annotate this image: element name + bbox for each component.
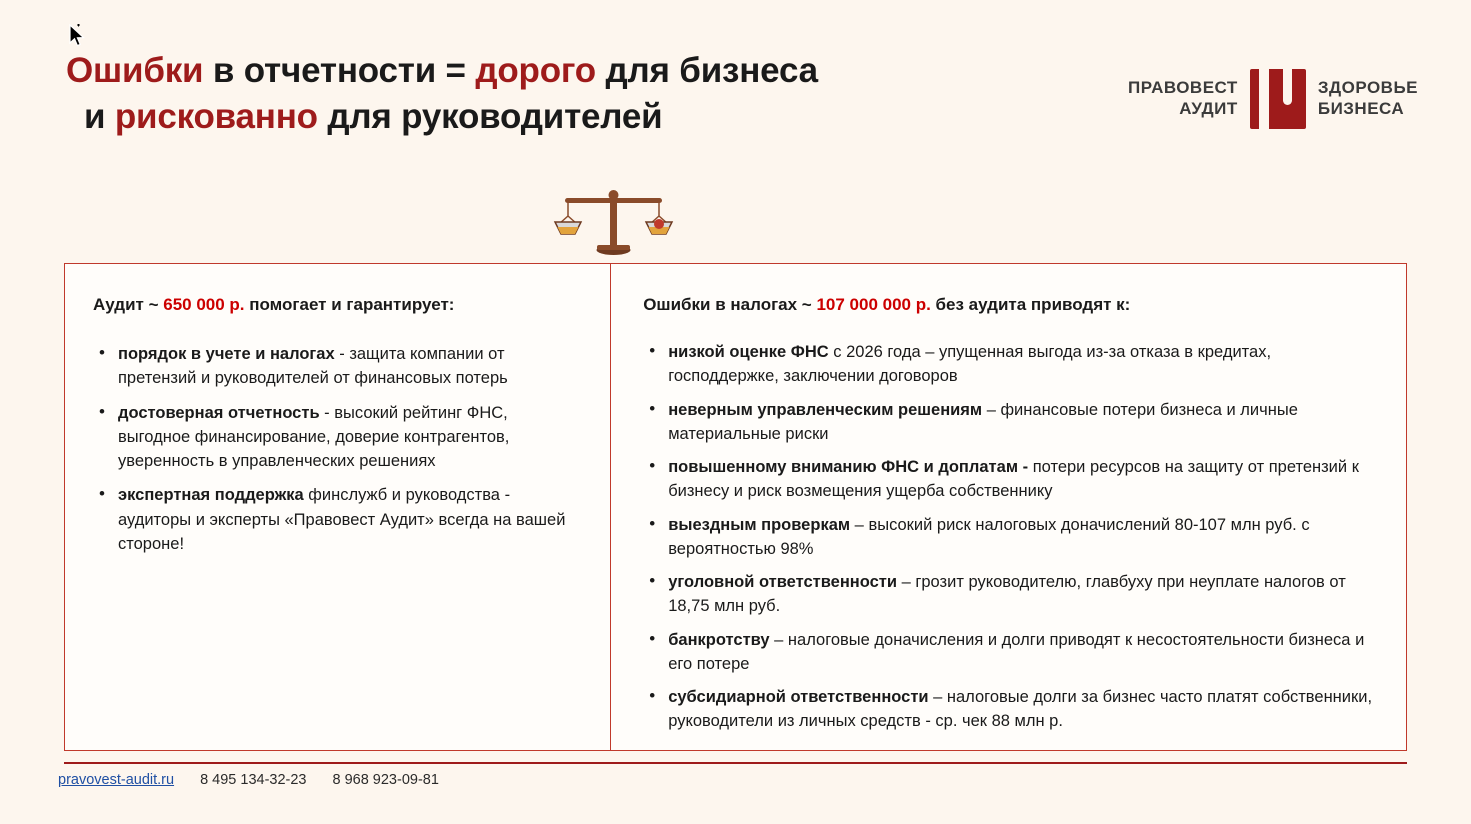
- title-text-1: в отчетности =: [203, 51, 476, 90]
- logo-left-line2: АУДИТ: [1179, 99, 1238, 118]
- tax-risks-column: [611, 264, 1406, 750]
- logo-right-line1: ЗДОРОВЬЕ: [1317, 78, 1418, 98]
- title-word-errors: Ошибки: [66, 51, 204, 90]
- list-item-text: - высокий рейтинг ФНС, выгодное финансирование, доверие контрагентов, уверенность в управленческих решениях: [118, 403, 510, 471]
- phone-number-2: 8 968 923-09-81: [332, 772, 439, 788]
- list-item-bold: субсидиарной ответственности: [668, 688, 929, 707]
- risks-heading-part1: Ошибки в налогах ~: [643, 295, 817, 314]
- company-logo: [1128, 68, 1418, 130]
- list-item: [643, 628, 1376, 677]
- list-item-bold: банкротству: [668, 630, 770, 649]
- list-item-text: – финансовые потери бизнеса и личные материальные риски: [668, 400, 1298, 443]
- list-item-bold: уголовной ответственности: [668, 573, 898, 592]
- logo-left-text: [1128, 78, 1238, 119]
- list-item: [93, 483, 584, 556]
- audit-benefits-column: [65, 264, 611, 750]
- list-item-text: финслужб и руководства - аудиторы и эксперты «Правовест Аудит» всегда на вашей стороне!: [118, 486, 566, 553]
- comparison-panel: [64, 263, 1407, 751]
- logo-mark-icon: [1250, 69, 1306, 129]
- risks-cost-value: 107 000 000 р.: [816, 295, 931, 314]
- audit-heading-part2: помогает и гарантирует:: [244, 295, 455, 314]
- footer-divider: [64, 762, 1407, 764]
- list-item: [93, 401, 584, 474]
- phone-number-1: 8 495 134-32-23: [200, 772, 307, 788]
- list-item-text: – налоговые долги за бизнес часто платят собственники, руководители из личных средств - ср. чек 88 млн р.: [668, 688, 1373, 731]
- list-item-text: – грозит руководителю, главбуху при неуплате налогов от 18,75 млн руб.: [668, 573, 1346, 616]
- logo-right-line2: БИЗНЕСА: [1317, 99, 1405, 118]
- audit-benefits-list: [93, 342, 584, 556]
- list-item-text: потери ресурсов на защиту от претензий к бизнесу и риск возмещения ущерба собственнику: [668, 458, 1359, 501]
- list-item-bold: достоверная отчетность: [118, 403, 320, 422]
- title-word-risky: рискованно: [114, 97, 318, 137]
- page-title: [66, 48, 1076, 140]
- list-item-text: – высокий риск налоговых доначислений 80-107 млн руб. с вероятностью 98%: [668, 515, 1310, 558]
- title-word-expensive: дорого: [475, 51, 596, 90]
- list-item: [643, 513, 1376, 562]
- risks-column-heading: [643, 294, 1376, 316]
- list-item-bold: повышенному вниманию ФНС и доплатам -: [668, 458, 1029, 477]
- logo-right-text: [1318, 78, 1418, 119]
- list-item-bold: неверным управленческим решениям: [668, 400, 983, 419]
- title-text-3: и: [84, 97, 115, 137]
- list-item: [643, 570, 1376, 619]
- scales-icon: [553, 186, 675, 258]
- list-item-bold: экспертная поддержка: [118, 486, 304, 505]
- list-item: [643, 340, 1376, 389]
- logo-left-line1: ПРАВОВЕСТ: [1128, 78, 1238, 98]
- risks-heading-part2: без аудита приводят к:: [930, 295, 1131, 314]
- list-item-bold: выездным проверкам: [668, 515, 851, 534]
- mouse-cursor-icon: [68, 24, 90, 50]
- title-text-4: для руководителей: [317, 97, 663, 137]
- audit-cost-value: 650 000 р.: [163, 295, 245, 314]
- footer: [58, 772, 439, 788]
- title-text-2: для бизнеса: [595, 51, 818, 90]
- list-item-bold: порядок в учете и налогах: [118, 345, 335, 364]
- website-link[interactable]: pravovest-audit.ru: [58, 772, 175, 788]
- list-item-text: – налоговые доначисления и долги приводят к несостоятельности бизнеса и его потере: [668, 630, 1365, 673]
- list-item-text: - защита компании от претензий и руководителей от финансовых потерь: [118, 345, 508, 388]
- list-item: [643, 455, 1376, 504]
- list-item-bold: низкой оценке ФНС: [668, 343, 829, 362]
- list-item: [643, 398, 1376, 447]
- list-item-text: с 2026 года – упущенная выгода из-за отказа в кредитах, господдержке, заключении договоров: [668, 343, 1272, 386]
- audit-column-heading: [93, 294, 584, 316]
- audit-heading-part1: Аудит ~: [93, 295, 164, 314]
- tax-risks-list: [643, 340, 1376, 734]
- list-item: [93, 342, 584, 391]
- list-item: [643, 685, 1376, 734]
